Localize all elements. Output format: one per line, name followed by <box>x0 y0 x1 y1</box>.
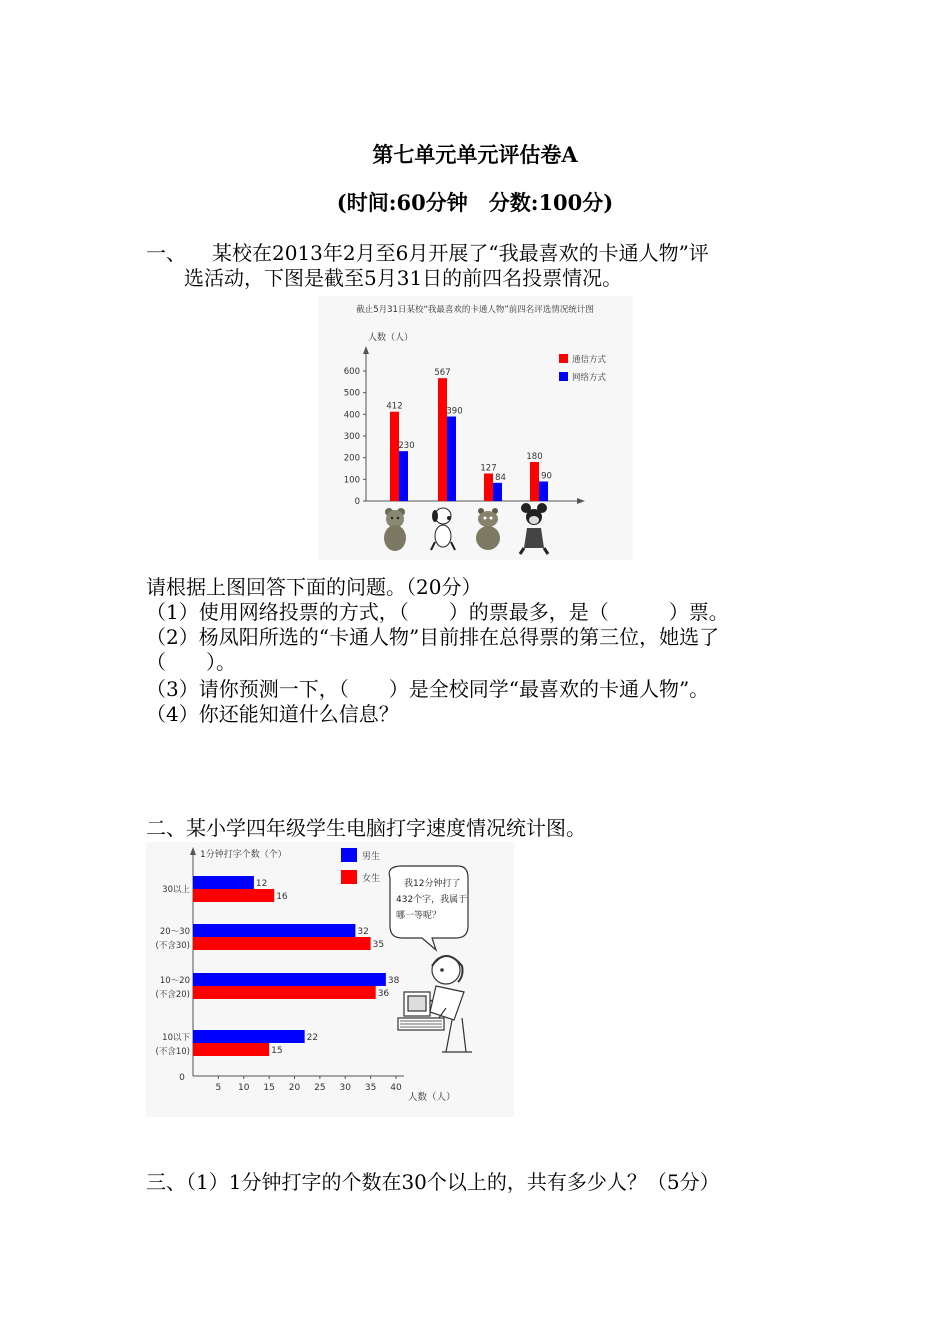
q1-sub4: （4）你还能知道什么信息？ <box>146 702 399 726</box>
y-axis-label: 人数（人） <box>368 333 414 343</box>
bar-snoopy-mail <box>438 378 447 501</box>
category-label: 10～20 <box>159 976 190 986</box>
hbar-value-label: 35 <box>372 940 385 950</box>
y-tick-label: 200 <box>343 453 360 464</box>
x-tick-label: 5 <box>215 1083 222 1093</box>
category-label: 20～30 <box>159 927 190 937</box>
q2-text: 二、某小学四年级学生电脑打字速度情况统计图。 <box>146 816 586 840</box>
hbar-girls <box>193 986 376 999</box>
category-label: 30以上 <box>162 885 190 895</box>
y-tick-label: 100 <box>343 475 360 486</box>
vote-chart <box>318 296 633 560</box>
bar-value-label: 84 <box>495 472 506 483</box>
bar-bear-online <box>399 451 408 501</box>
page-subtitle: (时间:60分钟 分数:100分) <box>336 190 614 215</box>
bar-mickey-mail <box>530 462 539 501</box>
hbar-value-label: 36 <box>377 989 390 999</box>
y-tick-label: 600 <box>343 367 360 377</box>
category-label: (不含20) <box>155 990 190 1000</box>
x-tick-label: 30 <box>339 1083 351 1093</box>
bar-mickey-online <box>539 482 548 502</box>
typing-speed-chart <box>146 842 514 1117</box>
page-title: 第七单元单元评估卷A <box>372 142 578 167</box>
y-tick-label: 500 <box>343 388 360 399</box>
legend-swatch <box>559 372 568 381</box>
bar-value-label: 390 <box>446 406 463 417</box>
q3-text: 三、（1）1分钟打字的个数在30个以上的，共有多少人？（5分） <box>146 1170 720 1194</box>
y-tick-label: 400 <box>343 410 360 421</box>
x-tick-label: 25 <box>314 1083 326 1093</box>
hbar-value-label: 15 <box>271 1046 283 1056</box>
q1-sub2a: （2）杨凤阳所选的“卡通人物”目前排在总得票的第三位，她选了 <box>146 625 720 649</box>
bar-value-label: 412 <box>386 401 403 412</box>
hbar-value-label: 32 <box>357 927 369 937</box>
bar-value-label: 180 <box>526 452 543 462</box>
legend-label: 网络方式 <box>572 373 607 383</box>
y-tick-label: 0 <box>354 497 360 507</box>
hbar-value-label: 22 <box>306 1033 319 1043</box>
q1-sub2b: （ ）。 <box>146 650 236 674</box>
bar-value-label: 567 <box>434 368 451 379</box>
hbar-boys <box>193 1030 305 1043</box>
x-axis-arrow <box>577 498 585 504</box>
bar-value-label: 230 <box>398 441 415 452</box>
x-tick-label: 20 <box>288 1083 301 1093</box>
legend-label: 女生 <box>362 874 381 884</box>
y-axis-arrow <box>190 847 196 855</box>
bear-character-icon <box>384 508 406 551</box>
hbar-girls <box>193 937 371 950</box>
bar-bear-mail <box>390 412 399 501</box>
q1-text-line2: 选活动，下图是截至5月31日的前四名投票情况。 <box>184 266 623 290</box>
legend-label: 男生 <box>362 852 381 862</box>
q1-prompt: 请根据上图回答下面的问题。（20分） <box>146 575 482 599</box>
x-tick-label: 15 <box>263 1083 275 1093</box>
hbar-boys <box>193 876 254 889</box>
q1-sub1: （1）使用网络投票的方式，（ ）的票最多，是（ ）票。 <box>146 600 729 624</box>
legend-swatch <box>341 870 357 884</box>
bar-value-label: 90 <box>541 471 552 482</box>
mickey-character-icon <box>520 503 548 554</box>
category-label: (不含30) <box>155 941 190 951</box>
x-tick-label: 10 <box>238 1083 250 1093</box>
x-tick-label: 35 <box>364 1083 377 1093</box>
y-tick-label: 300 <box>343 432 360 442</box>
hbar-value-label: 16 <box>276 892 288 902</box>
bar-value-label: 127 <box>480 463 497 474</box>
q1-text-line1: 某校在2013年2月至6月开展了“我最喜欢的卡通人物”评 <box>212 241 709 265</box>
speech-bubble-line3: 哪一等呢？ <box>396 911 442 921</box>
chart-title: 截止5月31日某校“我最喜欢的卡通人物”前四名评选情况统计图 <box>356 305 594 315</box>
hbar-girls <box>193 1043 269 1056</box>
q1-sub3: （3）请你预测一下，（ ）是全校同学“最喜欢的卡通人物”。 <box>146 677 710 701</box>
bar-garfield-online <box>493 483 502 501</box>
category-label: (不含10) <box>155 1047 190 1057</box>
speech-bubble-line1: 我12分钟打了 <box>404 879 461 889</box>
x-origin-label: 0 <box>179 1073 185 1083</box>
legend-label: 通信方式 <box>572 355 607 365</box>
hbar-girls <box>193 889 274 902</box>
hbar-boys <box>193 924 355 937</box>
y-axis-label: 1分钟打字个数（个） <box>200 850 287 860</box>
typing-speed-chart-svg <box>146 842 514 1117</box>
bar-garfield-mail <box>484 473 493 501</box>
x-axis-label: 人数（人） <box>408 1092 456 1103</box>
legend-swatch <box>341 848 357 862</box>
girl-typing-icon <box>398 956 472 1052</box>
x-tick-label: 40 <box>390 1083 402 1093</box>
y-axis-arrow <box>363 346 369 354</box>
category-label: 10以下 <box>162 1033 190 1043</box>
hbar-value-label: 12 <box>255 879 268 889</box>
bar-snoopy-online <box>447 417 456 502</box>
q1-label: 一、 <box>146 241 186 265</box>
speech-bubble-line2: 432个字，我属于 <box>396 895 468 905</box>
vote-chart-svg <box>318 296 633 560</box>
garfield-character-icon <box>476 508 500 550</box>
hbar-value-label: 38 <box>387 976 400 986</box>
legend-swatch <box>559 354 568 363</box>
hbar-boys <box>193 973 386 986</box>
snoopy-character-icon <box>431 508 455 550</box>
